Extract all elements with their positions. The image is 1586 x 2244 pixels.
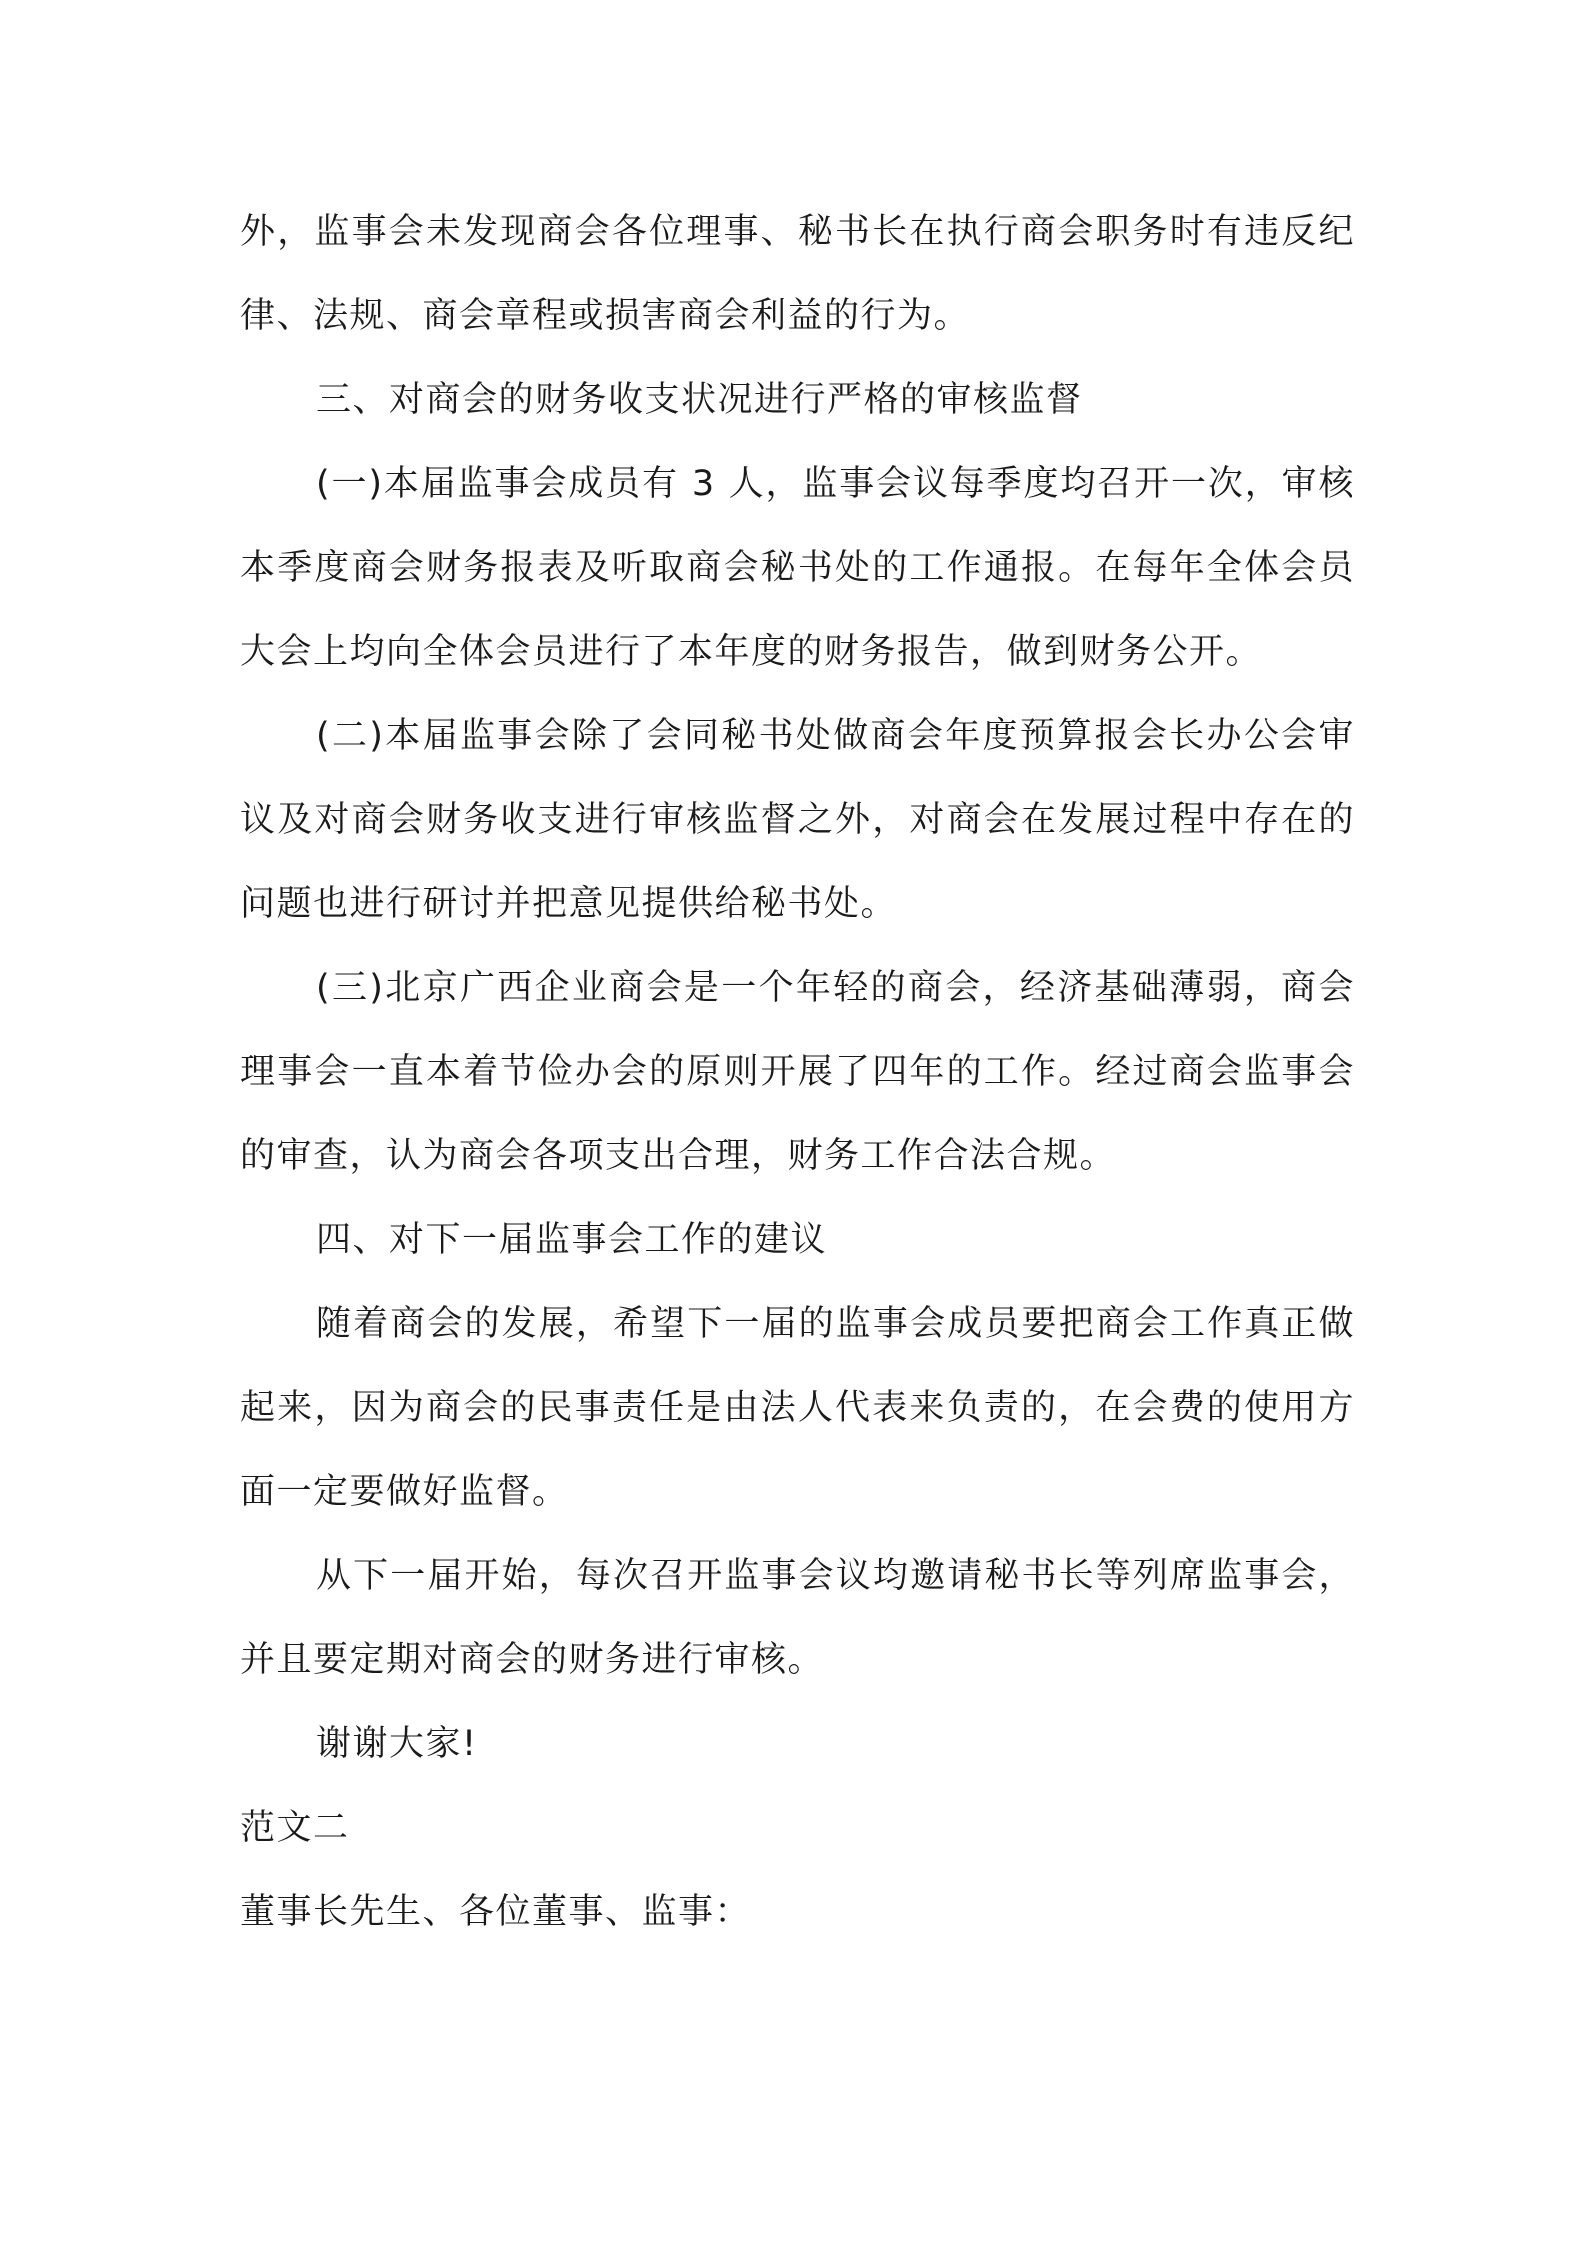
closing-thanks: 谢谢大家!	[316, 1724, 478, 1764]
paragraph-item-two: (二)本届监事会除了会同秘书处做商会年度预算报会长办公会审议及对商会财务收支进行审核监督之外，对商会在发展过程中存在的问题也进行研讨并把意见提供给秘书处。	[240, 716, 1355, 924]
document-body	[240, 190, 1355, 1954]
paragraph-continuation: 外，监事会未发现商会各位理事、秘书长在执行商会职务时有违反纪律、法规、商会章程或损害商会利益的行为。	[240, 212, 1355, 336]
paragraph-suggestion-one: 随着商会的发展，希望下一届的监事会成员要把商会工作真正做起来，因为商会的民事责任是由法人代表来负责的，在会费的使用方面一定要做好监督。	[240, 1304, 1355, 1512]
section-heading-four: 四、对下一届监事会工作的建议	[316, 1220, 828, 1260]
salutation: 董事长先生、各位董事、监事：	[240, 1892, 752, 1932]
paragraph-item-three: (三)北京广西企业商会是一个年轻的商会，经济基础薄弱，商会理事会一直本着节俭办会的原则开展了四年的工作。经过商会监事会的审查，认为商会各项支出合理，财务工作合法合规。	[240, 968, 1355, 1176]
section-title: 范文二	[240, 1808, 350, 1848]
paragraph-suggestion-two: 从下一届开始，每次召开监事会议均邀请秘书长等列席监事会，并且要定期对商会的财务进行审核。	[240, 1556, 1355, 1680]
paragraph-item-one: (一)本届监事会成员有 3 人，监事会议每季度均召开一次，审核本季度商会财务报表及听取商会秘书处的工作通报。在每年全体会员大会上均向全体会员进行了本年度的财务报告，做到财务公开。	[240, 464, 1355, 672]
section-heading-three: 三、对商会的财务收支状况进行严格的审核监督	[316, 380, 1083, 420]
